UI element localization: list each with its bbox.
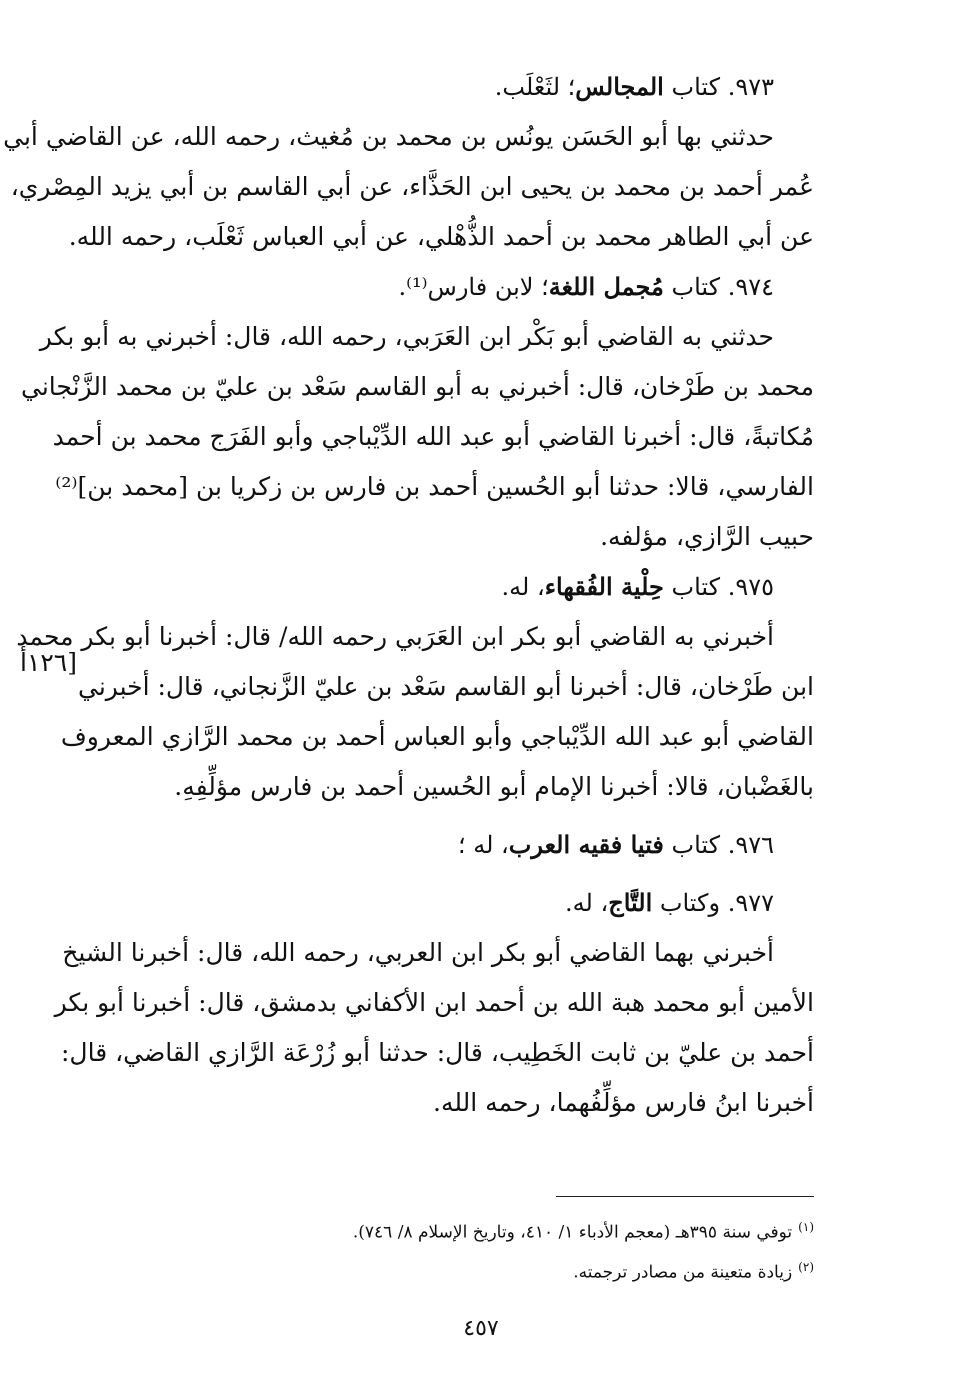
- footnote: [114, 1250, 814, 1290]
- text-line: مُكاتبةً، قال: أخبرنا القاضي أبو عبد الله الدِّيْباجي وأبو الفَرَج محمد بن أحمد: [52, 422, 814, 451]
- entry-heading: [104, 62, 814, 112]
- text-line: أحمد بن عليّ بن ثابت الخَطِيب، قال: حدثنا أبو زُرْعَة الرَّازي القاضي، قال:: [61, 1038, 814, 1067]
- book-title: مُجمل اللغة: [548, 272, 664, 301]
- footnote-mark: (١): [798, 1220, 814, 1234]
- entry-prefix: وكتاب: [652, 889, 721, 917]
- text-line: ابن طَرْخان، قال: أخبرنا أبو القاسم سَعْد بن عليّ الزَّنجاني، قال: أخبرني: [77, 672, 814, 701]
- footnote-text: زيادة متعينة من مصادر ترجمته.: [573, 1262, 793, 1283]
- book-title: التَّاج: [608, 888, 653, 917]
- entry-heading: [104, 562, 814, 612]
- entry-suffix: ؛ لابن فارس⁽¹⁾.: [398, 273, 549, 301]
- footnote-mark: (٢): [798, 1259, 814, 1274]
- entry-heading: [104, 820, 814, 870]
- footnote-text: توفي سنة ٣٩٥هـ (معجم الأدباء ١/ ٤١٠، وتاريخ الإسلام ٨/ ٧٤٦).: [352, 1222, 793, 1243]
- entry-suffix: ، له ؛: [457, 831, 509, 859]
- entry-number: ٩٧٧.: [720, 889, 774, 917]
- entry-heading: [104, 878, 814, 928]
- text-line: أخبرنا ابنُ فارس مؤلِّفُهما، رحمه الله.: [433, 1088, 814, 1117]
- text-line: حبيب الرَّازي، مؤلفه.: [600, 522, 814, 551]
- text-line: القاضي أبو عبد الله الدِّيْباجي وأبو العباس أحمد بن محمد الرَّازي المعروف: [60, 722, 814, 751]
- book-title: فتيا فقيه العرب: [508, 830, 664, 859]
- text-line: حدثني بها أبو الحَسَن يونُس بن محمد بن مُغيث، رحمه الله، عن القاضي أبي: [3, 122, 774, 151]
- footnotes: [114, 1210, 814, 1289]
- text-line: الفارسي، قالا: حدثنا أبو الحُسين أحمد بن فارس بن زكريا بن [محمد بن]⁽²⁾: [55, 472, 814, 501]
- book-title: حِلْية الفُقهاء: [544, 572, 664, 601]
- text-line: حدثني به القاضي أبو بَكْر ابن العَرَبي، رحمه الله، قال: أخبرني به أبو بكر: [39, 322, 774, 351]
- entry-prefix: كتاب: [663, 273, 721, 301]
- entry-suffix: ، له.: [565, 889, 609, 917]
- book-title: المجالس: [575, 72, 664, 101]
- entry-suffix: ؛ لثَعْلَب.: [494, 73, 576, 101]
- folio-marker: [١٢٦أ: [20, 648, 78, 677]
- text-line: أخبرني به القاضي أبو بكر ابن العَرَبي رحمه الله/ قال: أخبرنا أبو بكر محمد: [16, 622, 774, 651]
- entry-suffix: ، له.: [501, 573, 545, 601]
- text-line: بالغَضْبان، قالا: أخبرنا الإمام أبو الحُسين أحمد بن فارس مؤلِّفِهِ.: [174, 772, 814, 801]
- entry-number: ٩٧٦.: [720, 831, 774, 859]
- entry-number: ٩٧٣.: [720, 73, 774, 101]
- entry-number: ٩٧٥.: [720, 573, 774, 601]
- footnote-divider: [556, 1196, 814, 1197]
- text-line: أخبرني بهما القاضي أبو بكر ابن العربي، رحمه الله، قال: أخبرنا الشيخ: [62, 938, 774, 967]
- entry-prefix: كتاب: [663, 573, 721, 601]
- footnote: [114, 1210, 814, 1250]
- text-line: عن أبي الطاهر محمد بن أحمد الذُّهْلي، عن أبي العباس ثَعْلَب، رحمه الله.: [68, 222, 814, 251]
- entry-heading: [104, 262, 814, 312]
- page-number: ٤٥٧: [463, 1316, 499, 1341]
- text-line: محمد بن طَرْخان، قال: أخبرني به أبو القاسم سَعْد بن عليّ بن محمد الزَّنْجاني: [21, 372, 814, 401]
- text-line: الأمين أبو محمد هبة الله بن أحمد ابن الأكفاني بدمشق، قال: أخبرنا أبو بكر: [54, 988, 814, 1017]
- entry-prefix: كتاب: [663, 831, 721, 859]
- entry-prefix: كتاب: [663, 73, 721, 101]
- entry-number: ٩٧٤.: [720, 273, 774, 301]
- text-line: عُمر أحمد بن محمد بن يحيى ابن الحَذَّاء، عن أبي القاسم بن أبي يزيد المِصْري،: [10, 172, 814, 201]
